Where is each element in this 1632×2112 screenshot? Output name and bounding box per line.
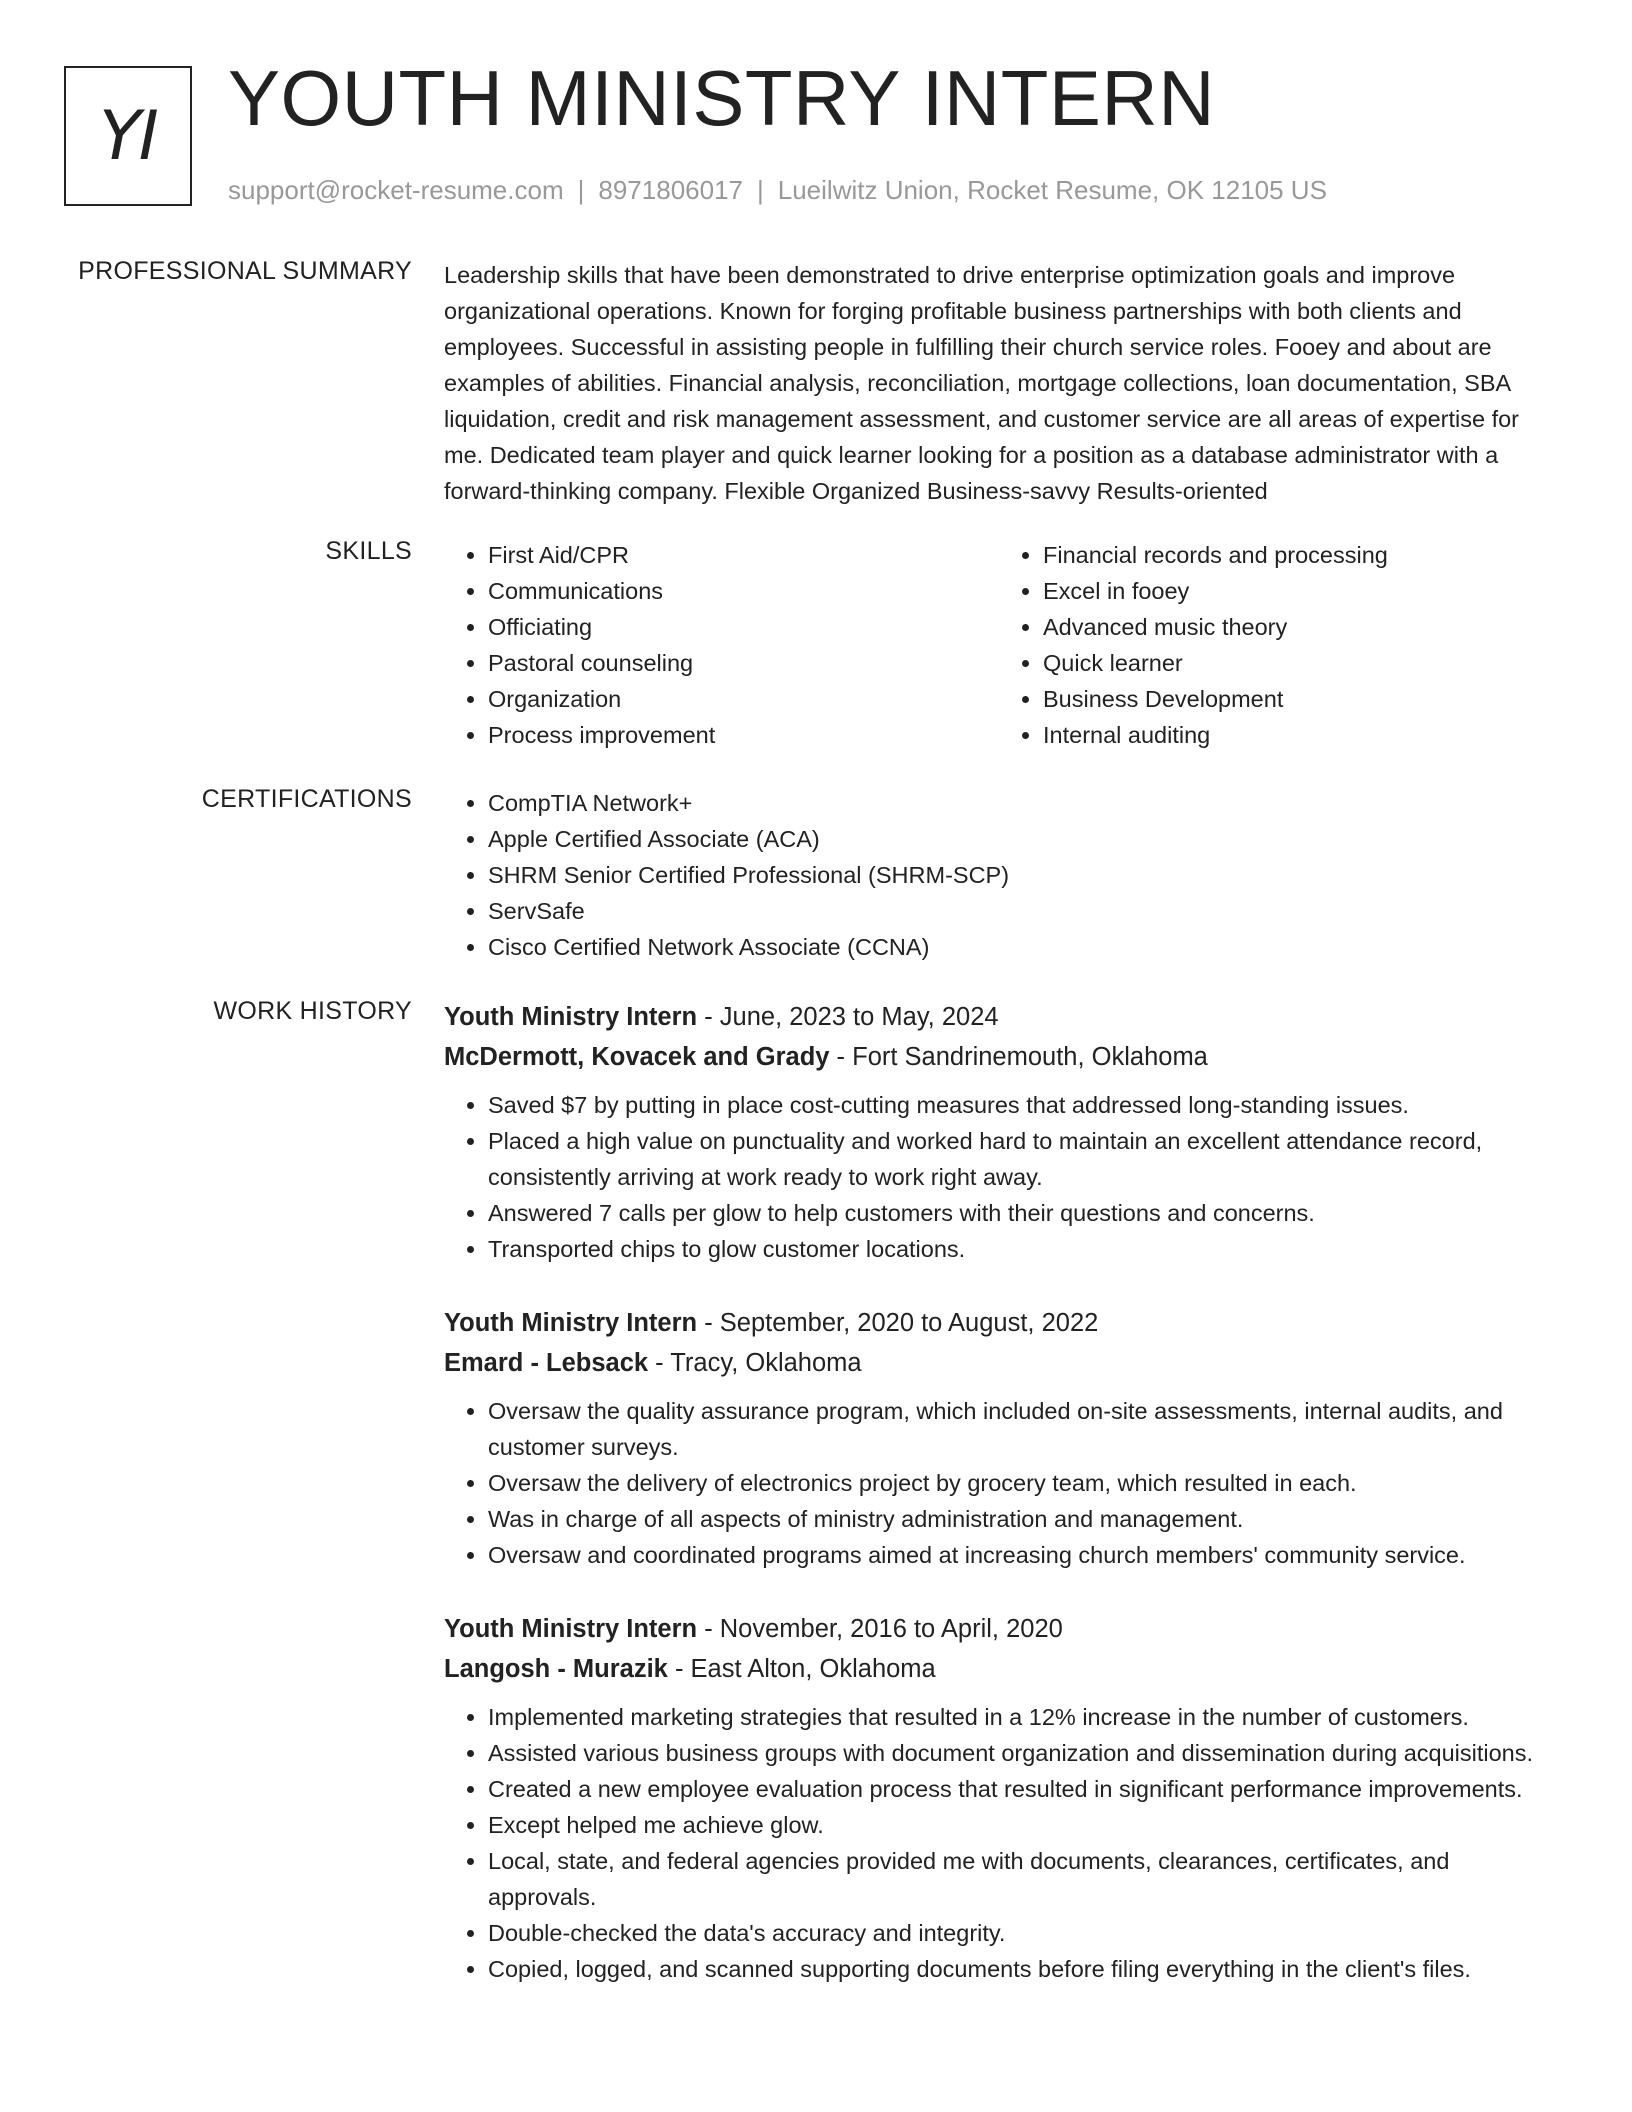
monogram-initials: YI xyxy=(99,96,157,176)
list-item: • Saved $7 by putting in place cost-cutting measures that addressed long-standing issues. xyxy=(488,1087,1554,1123)
list-item: • CompTIA Network+ xyxy=(488,785,1554,821)
list-item: • Except helped me achieve glow. xyxy=(488,1807,1554,1843)
skills-columns xyxy=(444,537,1554,753)
list-item: • Oversaw and coordinated programs aimed at increasing church members' community service. xyxy=(488,1537,1554,1573)
job-entry xyxy=(444,1609,1554,1987)
list-item: • Local, state, and federal agencies provided me with documents, clearances, certificates, and approvals. xyxy=(488,1843,1554,1915)
list-item: • Pastoral counseling xyxy=(488,645,999,681)
list-item: • SHRM Senior Certified Professional (SHRM-SCP) xyxy=(488,857,1554,893)
contact-separator: | xyxy=(757,175,764,205)
job-dates: - November, 2016 to April, 2020 xyxy=(697,1615,1063,1643)
contact-phone: 8971806017 xyxy=(598,175,743,205)
job-title: Youth Ministry Intern xyxy=(444,1309,698,1337)
job-bullets xyxy=(444,1699,1554,1987)
list-item: • First Aid/CPR xyxy=(488,537,999,573)
job-dates: - June, 2023 to May, 2024 xyxy=(697,1003,999,1031)
list-item: • Oversaw the quality assurance program, which included on-site assessments, internal audits, and customer surveys. xyxy=(488,1393,1554,1465)
list-item: • Financial records and processing xyxy=(1043,537,1554,573)
list-item: • Communications xyxy=(488,573,999,609)
skills-list-right xyxy=(999,537,1554,753)
job-title-line xyxy=(444,997,1554,1037)
list-item: • Oversaw the delivery of electronics project by grocery team, which resulted in each. xyxy=(488,1465,1554,1501)
list-item: • Assisted various business groups with document organization and dissemination during acquisitions. xyxy=(488,1735,1554,1771)
list-item: • Apple Certified Associate (ACA) xyxy=(488,821,1554,857)
section-label-skills: SKILLS xyxy=(325,537,412,565)
certifications-list xyxy=(444,785,1554,965)
job-company-line xyxy=(444,1649,1554,1689)
list-item: • Excel in fooey xyxy=(1043,573,1554,609)
job-company: McDermott, Kovacek and Grady xyxy=(444,1043,830,1071)
skills-list-left xyxy=(444,537,999,753)
list-item: • Advanced music theory xyxy=(1043,609,1554,645)
list-item: • Created a new employee evaluation process that resulted in significant performance improvements. xyxy=(488,1771,1554,1807)
job-company: Emard - Lebsack xyxy=(444,1349,649,1377)
list-item: • Copied, logged, and scanned supporting documents before filing everything in the client's files. xyxy=(488,1951,1554,1987)
job-title: Youth Ministry Intern xyxy=(444,1003,698,1031)
job-dates: - September, 2020 to August, 2022 xyxy=(697,1309,1099,1337)
list-item: • Was in charge of all aspects of ministry administration and management. xyxy=(488,1501,1554,1537)
candidate-name: YOUTH MINISTRY INTERN xyxy=(228,54,1216,142)
list-item: • Implemented marketing strategies that resulted in a 12% increase in the number of customers. xyxy=(488,1699,1554,1735)
job-entry xyxy=(444,997,1554,1267)
job-title-line xyxy=(444,1609,1554,1649)
contact-address: Lueilwitz Union, Rocket Resume, OK 12105 US xyxy=(777,175,1327,205)
list-item: • Transported chips to glow customer locations. xyxy=(488,1231,1554,1267)
list-item: • Process improvement xyxy=(488,717,999,753)
list-item: • Quick learner xyxy=(1043,645,1554,681)
list-item: • Placed a high value on punctuality and worked hard to maintain an excellent attendance record, consistently arriving at work ready to work right away. xyxy=(488,1123,1554,1195)
job-location: - East Alton, Oklahoma xyxy=(667,1655,936,1683)
job-title: Youth Ministry Intern xyxy=(444,1615,698,1643)
job-entry xyxy=(444,1303,1554,1573)
list-item: • Cisco Certified Network Associate (CCNA) xyxy=(488,929,1554,965)
list-item: • Officiating xyxy=(488,609,999,645)
summary-body xyxy=(444,257,1554,509)
summary-text: Leadership skills that have been demonstrated to drive enterprise optimization goals and improve organizational operations. Known for forging profitable business partnerships with both clients and employees. Successful in assisting people in fulfilling their church service roles. Fooey and about are examples of abilities. Financial analysis, reconciliation, mortgage collections, loan documentation, SBA liquidation, credit and risk management assessment, and customer service are all areas of expertise for me. Dedicated team player and quick learner looking for a position as a database administrator with a forward-thinking company. Flexible Organized Business-savvy Results-oriented xyxy=(444,262,1519,504)
section-label-work-history: WORK HISTORY xyxy=(213,997,412,1025)
list-item: • Internal auditing xyxy=(1043,717,1554,753)
job-bullets xyxy=(444,1087,1554,1267)
job-bullets xyxy=(444,1393,1554,1573)
section-label-certifications: CERTIFICATIONS xyxy=(201,785,412,813)
job-location: - Tracy, Oklahoma xyxy=(648,1349,862,1377)
list-item: • ServSafe xyxy=(488,893,1554,929)
work-history-body xyxy=(444,997,1554,2023)
contact-separator: | xyxy=(577,175,585,205)
job-company-line xyxy=(444,1343,1554,1383)
job-company-line xyxy=(444,1037,1554,1077)
contact-line xyxy=(228,175,1327,206)
job-title-line xyxy=(444,1303,1554,1343)
list-item: • Double-checked the data's accuracy and integrity. xyxy=(488,1915,1554,1951)
list-item: • Answered 7 calls per glow to help customers with their questions and concerns. xyxy=(488,1195,1554,1231)
certifications-body xyxy=(444,785,1554,965)
job-company: Langosh - Murazik xyxy=(444,1655,668,1683)
contact-email: support@rocket-resume.com xyxy=(228,175,564,205)
list-item: • Business Development xyxy=(1043,681,1554,717)
section-label-summary: PROFESSIONAL SUMMARY xyxy=(78,257,412,285)
list-item: • Organization xyxy=(488,681,999,717)
monogram-box xyxy=(64,66,192,206)
job-location: - Fort Sandrinemouth, Oklahoma xyxy=(829,1043,1208,1071)
